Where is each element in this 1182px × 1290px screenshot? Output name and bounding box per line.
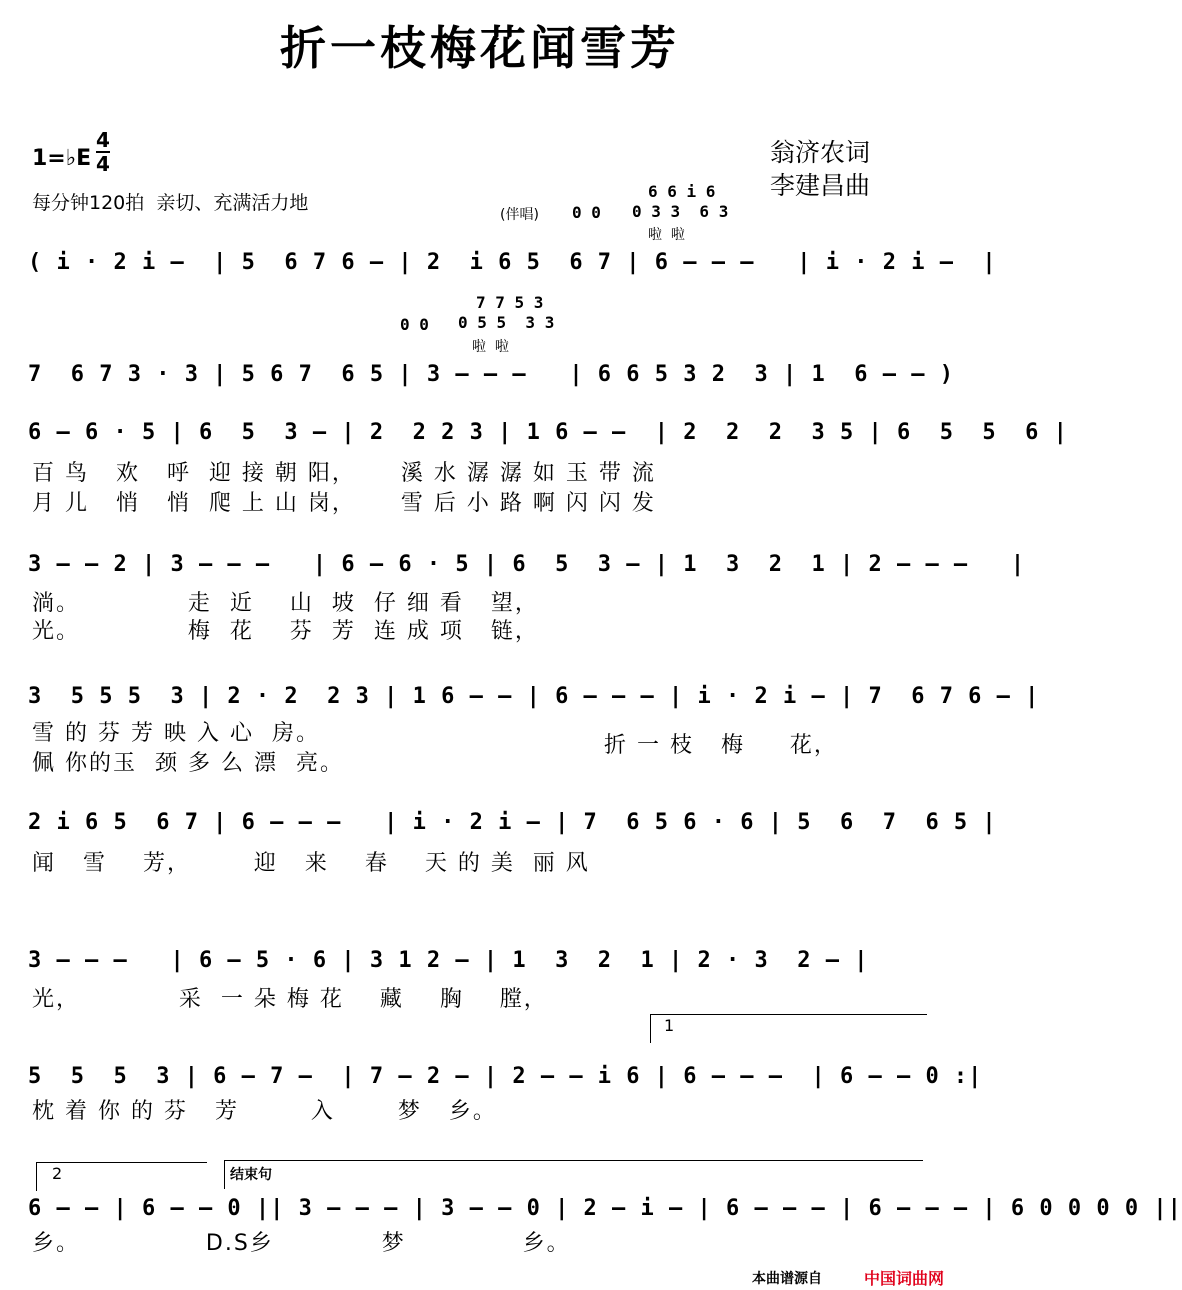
lyric-9: 乡。 D.S乡 梦 乡。 — [32, 1231, 571, 1256]
volta-2-label: 2 — [52, 1164, 63, 1183]
time-signature-bottom: 4 — [96, 152, 110, 176]
system-6: 2 i 6 5 6 7 | 6 – – – | i · 2 i – | 7 6 5 6 · 6 | 5 6 7 6 5 | — [28, 810, 997, 835]
accomp2-upper: 7 7 5 3 — [476, 293, 544, 312]
time-signature — [96, 130, 110, 174]
accomp1-lyric: 啦 啦 — [648, 227, 685, 243]
lyric-8: 枕 着 你 的 芬 芳 入 梦 乡。 — [32, 1099, 497, 1124]
volta-1-label: 1 — [664, 1016, 675, 1035]
lyric-3-verse-1: 百 鸟 欢 呼 迎 接 朝 阳， 溪 水 潺 潺 如 玉 带 流 — [32, 461, 656, 486]
lyric-6: 闻 雪 芳， 迎 来 春 天 的 美 丽 风 — [32, 851, 590, 876]
system-2: 7 6 7 3 · 3 | 5 6 7 6 5 | 3 – – – | 6 6 5 3 2 3 | 1 6 – – ) — [28, 362, 954, 387]
system-7: 3 – – – | 6 – 5 · 6 | 3 1 2 – | 1 3 2 1 | 2 · 3 2 – | — [28, 948, 869, 973]
tempo-marking: 每分钟120拍 亲切、充满活力地 — [32, 192, 309, 214]
lyric-5-verse-2: 佩 你的玉 颈 多 么 漂 亮。 — [32, 751, 344, 776]
lyric-3-verse-2: 月 儿 悄 悄 爬 上 山 岗， 雪 后 小 路 啊 闪 闪 发 — [32, 491, 656, 516]
accomp2-lyric: 啦 啦 — [472, 339, 509, 355]
footer-site-link[interactable]: 中国词曲网 — [864, 1269, 945, 1288]
accomp1-lower: 0 3 3 6 3 — [632, 202, 729, 221]
system-8: 5 5 5 3 | 6 – 7 – | 7 – 2 – | 2 – – i 6 | 6 – – – | 6 – – 0 :| — [28, 1064, 983, 1089]
footer-source-text: 本曲谱源自 — [752, 1271, 822, 1287]
accomp2-lower: 0 5 5 3 3 — [458, 313, 555, 332]
system-4: 3 – – 2 | 3 – – – | 6 – 6 · 5 | 6 5 3 – | 1 3 2 1 | 2 – – – | — [28, 552, 1026, 577]
key-signature: 1=♭E — [32, 146, 92, 171]
lyric-7: 光， 采 一 朵 梅 花 藏 胸 膛， — [32, 987, 548, 1012]
lyric-5-refrain: 折 一 枝 梅 花， — [604, 733, 838, 758]
ending-label: 结束句 — [230, 1167, 272, 1183]
lyric-4-verse-1: 淌。 走 近 山 坡 仔 细 看 望， — [32, 591, 539, 616]
lyricist-credit: 翁济农词 — [770, 138, 871, 167]
system-5: 3 5 5 5 3 | 2 · 2 2 3 | 1 6 – – | 6 – – – | i · 2 i – | 7 6 7 6 – | — [28, 684, 1040, 709]
system-3: 6 – 6 · 5 | 6 5 3 – | 2 2 2 3 | 1 6 – – | 2 2 2 3 5 | 6 5 5 6 | — [28, 420, 1068, 445]
volta-1-bracket — [650, 1014, 927, 1043]
lyric-4-verse-2: 光。 梅 花 芬 芳 连 成 项 链， — [32, 619, 539, 644]
composer-credit: 李建昌曲 — [770, 171, 871, 200]
system-1: ( i · 2 i – | 5 6 7 6 – | 2 i 6 5 6 7 | 6 – – – | i · 2 i – | — [28, 250, 997, 275]
accomp1-rest: 0 0 — [572, 203, 601, 222]
accomp2-rest: 0 0 — [400, 315, 429, 334]
page-title: 折一枝梅花闻雪芳 — [280, 21, 680, 75]
accomp-label: (伴唱) — [500, 207, 539, 223]
time-signature-top: 4 — [96, 128, 110, 152]
system-9: 6 – – | 6 – – 0 || 3 – – – | 3 – – 0 | 2 – i – | 6 – – – | 6 – – – | 6 0 0 0 0 || — [28, 1196, 1182, 1221]
ending-bracket — [224, 1160, 923, 1189]
accomp1-upper: 6 6 i 6 — [648, 182, 716, 201]
lyric-5-verse-1: 雪 的 芬 芳 映 入 心 房。 — [32, 721, 320, 746]
